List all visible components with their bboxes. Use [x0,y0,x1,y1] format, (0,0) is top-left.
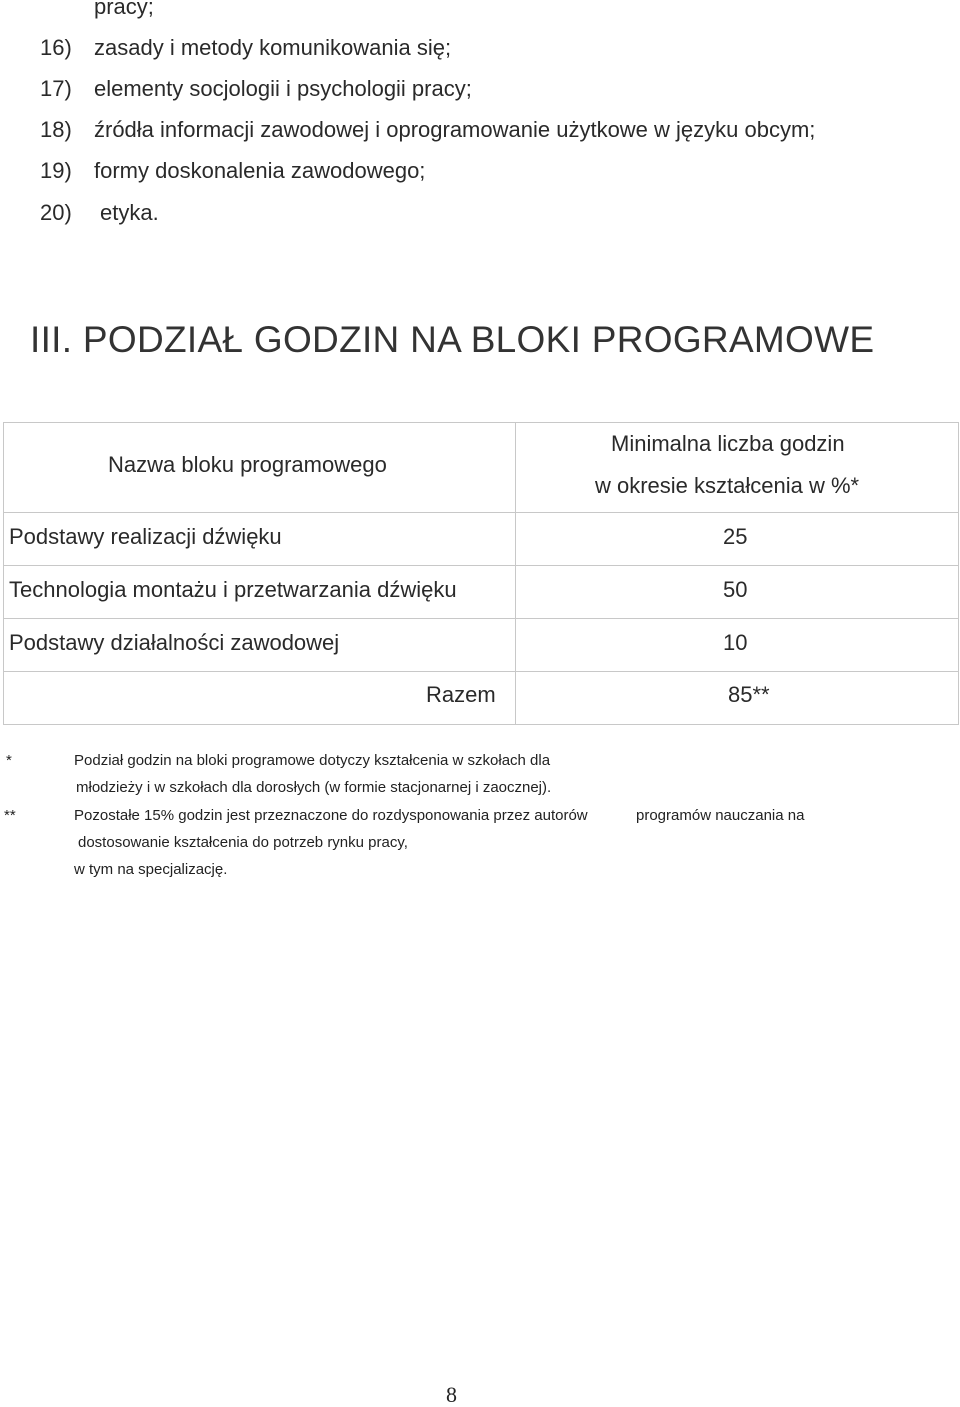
list-item-text: elementy socjologii i psychologii pracy; [94,76,472,101]
table-border-right [958,422,959,725]
footnote-text: programów nauczania na [636,807,805,824]
list-item-text: formy doskonalenia zawodowego; [94,158,426,183]
list-item-text: zasady i metody komunikowania się; [94,35,452,60]
footnote-text: młodzieży i w szkołach dla dorosłych (w formie stacjonarnej i zaocznej). [76,779,552,796]
list-item-number: 16) [40,35,72,60]
table-header-block-name: Nazwa bloku programowego [108,452,387,477]
footnote-marker: ** [4,807,16,824]
list-item-number: 17) [40,76,72,101]
table-divider [3,671,959,672]
table-total-value: 85** [728,682,770,707]
list-item-text: źródła informacji zawodowej i oprogramowanie użytkowe w języku obcym; [94,117,816,142]
footnote-marker: * [6,752,12,769]
table-border-left [3,422,4,725]
table-total-label: Razem [426,682,496,707]
footnote-text: Podział godzin na bloki programowe dotyczy kształcenia w szkołach dla [74,752,551,769]
footnote-text: w tym na specjalizację. [74,861,228,878]
page-number: 8 [446,1382,457,1407]
table-cell-percent: 50 [723,577,748,602]
table-border-bottom [3,724,959,725]
list-item-number: 19) [40,158,72,183]
footnote-text: Pozostałe 15% godzin jest przeznaczone do rozdysponowania przez autorów [74,807,588,824]
table-cell-percent: 10 [723,630,748,655]
table-header-min-hours-line1: Minimalna liczba godzin [611,431,845,456]
list-item-number: 18) [40,117,72,142]
list-continuation: pracy; [94,0,154,19]
table-column-divider [515,422,516,725]
table-divider [3,565,959,566]
table-cell-block-name: Podstawy realizacji dźwięku [9,524,282,549]
table-cell-percent: 25 [723,524,748,549]
table-cell-block-name: Podstawy działalności zawodowej [9,630,340,655]
table-cell-block-name: Technologia montażu i przetwarzania dźwięku [9,577,457,602]
section-heading: III. PODZIAŁ GODZIN NA BLOKI PROGRAMOWE [30,319,875,360]
footnote-text: dostosowanie kształcenia do potrzeb rynku pracy, [78,834,408,851]
table-header-min-hours-line2: w okresie kształcenia w %* [595,473,860,498]
list-item-number: 20) [40,200,72,225]
table-divider [3,618,959,619]
table-border-top [3,422,959,423]
table-divider [3,512,959,513]
list-item-text: etyka. [100,200,159,225]
